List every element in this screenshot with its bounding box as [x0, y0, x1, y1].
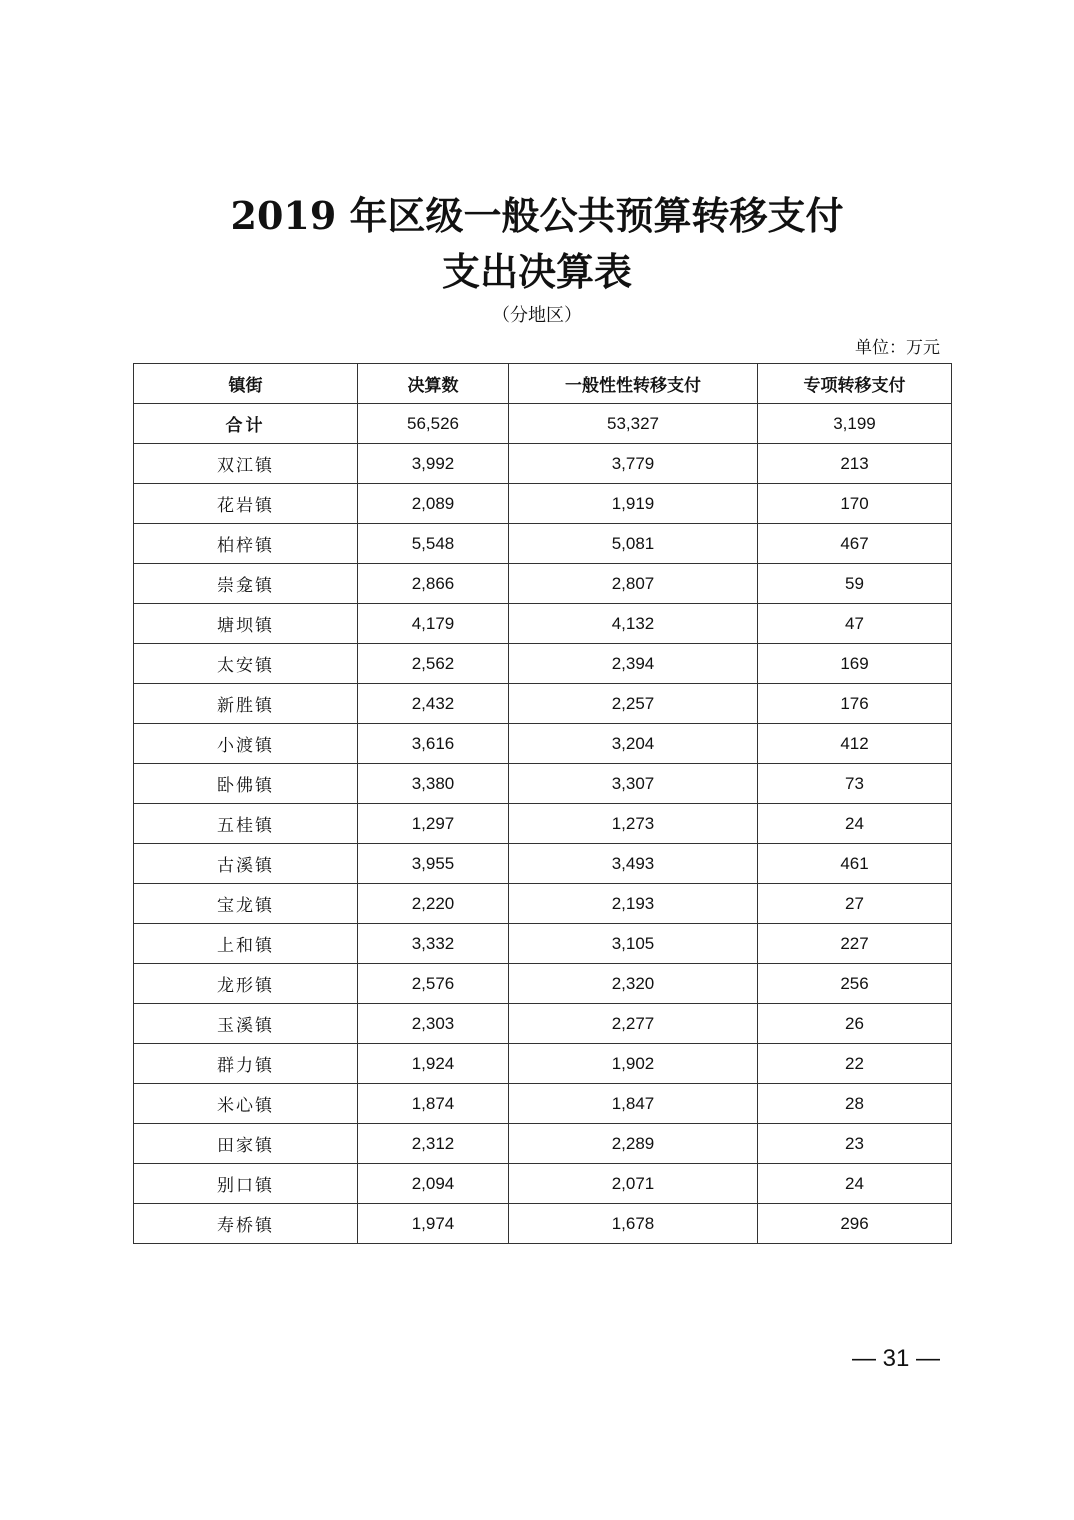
- general-transfer-cell: 3,307: [509, 764, 758, 804]
- town-name-cell: 古溪镇: [134, 844, 358, 884]
- table-row: [134, 844, 952, 884]
- special-transfer-cell: 28: [758, 1084, 952, 1124]
- town-name-cell: 田家镇: [134, 1124, 358, 1164]
- general-transfer-cell: 1,678: [509, 1204, 758, 1244]
- special-transfer-cell: 296: [758, 1204, 952, 1244]
- final-amount-cell: 2,576: [358, 964, 509, 1004]
- final-amount-cell: 2,562: [358, 644, 509, 684]
- budget-table: [133, 363, 952, 1244]
- special-transfer-cell: 169: [758, 644, 952, 684]
- table-row: [134, 724, 952, 764]
- final-amount-cell: 2,220: [358, 884, 509, 924]
- total-special-transfer: 3,199: [758, 404, 952, 444]
- special-transfer-cell: 467: [758, 524, 952, 564]
- final-amount-cell: 3,992: [358, 444, 509, 484]
- table-header-row: [134, 364, 952, 404]
- special-transfer-cell: 27: [758, 884, 952, 924]
- total-row: [134, 404, 952, 444]
- table-row: [134, 1004, 952, 1044]
- general-transfer-cell: 2,807: [509, 564, 758, 604]
- general-transfer-cell: 1,273: [509, 804, 758, 844]
- final-amount-cell: 1,297: [358, 804, 509, 844]
- general-transfer-cell: 2,394: [509, 644, 758, 684]
- special-transfer-cell: 256: [758, 964, 952, 1004]
- table-row: [134, 524, 952, 564]
- final-amount-cell: 4,179: [358, 604, 509, 644]
- header-special-transfer: 专项转移支付: [758, 364, 952, 404]
- table-row: [134, 924, 952, 964]
- general-transfer-cell: 3,779: [509, 444, 758, 484]
- table-row: [134, 1164, 952, 1204]
- table-body: [134, 404, 952, 1244]
- special-transfer-cell: 176: [758, 684, 952, 724]
- general-transfer-cell: 2,193: [509, 884, 758, 924]
- final-amount-cell: 2,089: [358, 484, 509, 524]
- general-transfer-cell: 4,132: [509, 604, 758, 644]
- page-subtitle: （分地区）: [492, 305, 582, 326]
- town-name-cell: 群力镇: [134, 1044, 358, 1084]
- total-general-transfer: 53,327: [509, 404, 758, 444]
- final-amount-cell: 3,332: [358, 924, 509, 964]
- header-town: 镇街: [134, 364, 358, 404]
- town-name-cell: 龙形镇: [134, 964, 358, 1004]
- general-transfer-cell: 3,204: [509, 724, 758, 764]
- general-transfer-cell: 1,902: [509, 1044, 758, 1084]
- final-amount-cell: 5,548: [358, 524, 509, 564]
- town-name-cell: 双江镇: [134, 444, 358, 484]
- final-amount-cell: 3,955: [358, 844, 509, 884]
- table-row: [134, 764, 952, 804]
- special-transfer-cell: 23: [758, 1124, 952, 1164]
- town-name-cell: 上和镇: [134, 924, 358, 964]
- special-transfer-cell: 227: [758, 924, 952, 964]
- special-transfer-cell: 170: [758, 484, 952, 524]
- town-name-cell: 卧佛镇: [134, 764, 358, 804]
- special-transfer-cell: 22: [758, 1044, 952, 1084]
- final-amount-cell: 3,616: [358, 724, 509, 764]
- special-transfer-cell: 73: [758, 764, 952, 804]
- general-transfer-cell: 2,320: [509, 964, 758, 1004]
- town-name-cell: 玉溪镇: [134, 1004, 358, 1044]
- town-name-cell: 宝龙镇: [134, 884, 358, 924]
- final-amount-cell: 2,094: [358, 1164, 509, 1204]
- header-final-amount: 决算数: [358, 364, 509, 404]
- table-row: [134, 604, 952, 644]
- table-row: [134, 1124, 952, 1164]
- town-name-cell: 崇龛镇: [134, 564, 358, 604]
- special-transfer-cell: 47: [758, 604, 952, 644]
- general-transfer-cell: 3,493: [509, 844, 758, 884]
- final-amount-cell: 2,432: [358, 684, 509, 724]
- table-row: [134, 684, 952, 724]
- general-transfer-cell: 2,277: [509, 1004, 758, 1044]
- special-transfer-cell: 24: [758, 804, 952, 844]
- table-row: [134, 484, 952, 524]
- general-transfer-cell: 1,919: [509, 484, 758, 524]
- total-final-amount: 56,526: [358, 404, 509, 444]
- special-transfer-cell: 213: [758, 444, 952, 484]
- page-title-line-2: 支出决算表: [441, 249, 632, 294]
- town-name-cell: 别口镇: [134, 1164, 358, 1204]
- table-row: [134, 884, 952, 924]
- special-transfer-cell: 26: [758, 1004, 952, 1044]
- general-transfer-cell: 2,257: [509, 684, 758, 724]
- town-name-cell: 太安镇: [134, 644, 358, 684]
- final-amount-cell: 2,866: [358, 564, 509, 604]
- special-transfer-cell: 461: [758, 844, 952, 884]
- header-general-transfer: 一般性性转移支付: [509, 364, 758, 404]
- town-name-cell: 花岩镇: [134, 484, 358, 524]
- final-amount-cell: 2,303: [358, 1004, 509, 1044]
- general-transfer-cell: 2,071: [509, 1164, 758, 1204]
- total-label: 合计: [134, 404, 358, 444]
- town-name-cell: 五桂镇: [134, 804, 358, 844]
- table-row: [134, 564, 952, 604]
- final-amount-cell: 1,974: [358, 1204, 509, 1244]
- unit-label: 单位：万元: [855, 338, 940, 358]
- general-transfer-cell: 1,847: [509, 1084, 758, 1124]
- town-name-cell: 寿桥镇: [134, 1204, 358, 1244]
- town-name-cell: 塘坝镇: [134, 604, 358, 644]
- table-row: [134, 1204, 952, 1244]
- general-transfer-cell: 5,081: [509, 524, 758, 564]
- special-transfer-cell: 59: [758, 564, 952, 604]
- final-amount-cell: 1,924: [358, 1044, 509, 1084]
- town-name-cell: 新胜镇: [134, 684, 358, 724]
- town-name-cell: 小渡镇: [134, 724, 358, 764]
- table-row: [134, 444, 952, 484]
- town-name-cell: 柏梓镇: [134, 524, 358, 564]
- final-amount-cell: 3,380: [358, 764, 509, 804]
- page-title-line-1: 2019 年区级一般公共预算转移支付: [230, 193, 844, 238]
- table-row: [134, 1084, 952, 1124]
- special-transfer-cell: 24: [758, 1164, 952, 1204]
- general-transfer-cell: 2,289: [509, 1124, 758, 1164]
- table-row: [134, 1044, 952, 1084]
- table-row: [134, 804, 952, 844]
- final-amount-cell: 2,312: [358, 1124, 509, 1164]
- town-name-cell: 米心镇: [134, 1084, 358, 1124]
- general-transfer-cell: 3,105: [509, 924, 758, 964]
- table-row: [134, 964, 952, 1004]
- table-row: [134, 644, 952, 684]
- special-transfer-cell: 412: [758, 724, 952, 764]
- final-amount-cell: 1,874: [358, 1084, 509, 1124]
- page-number: — 31 —: [851, 1345, 940, 1372]
